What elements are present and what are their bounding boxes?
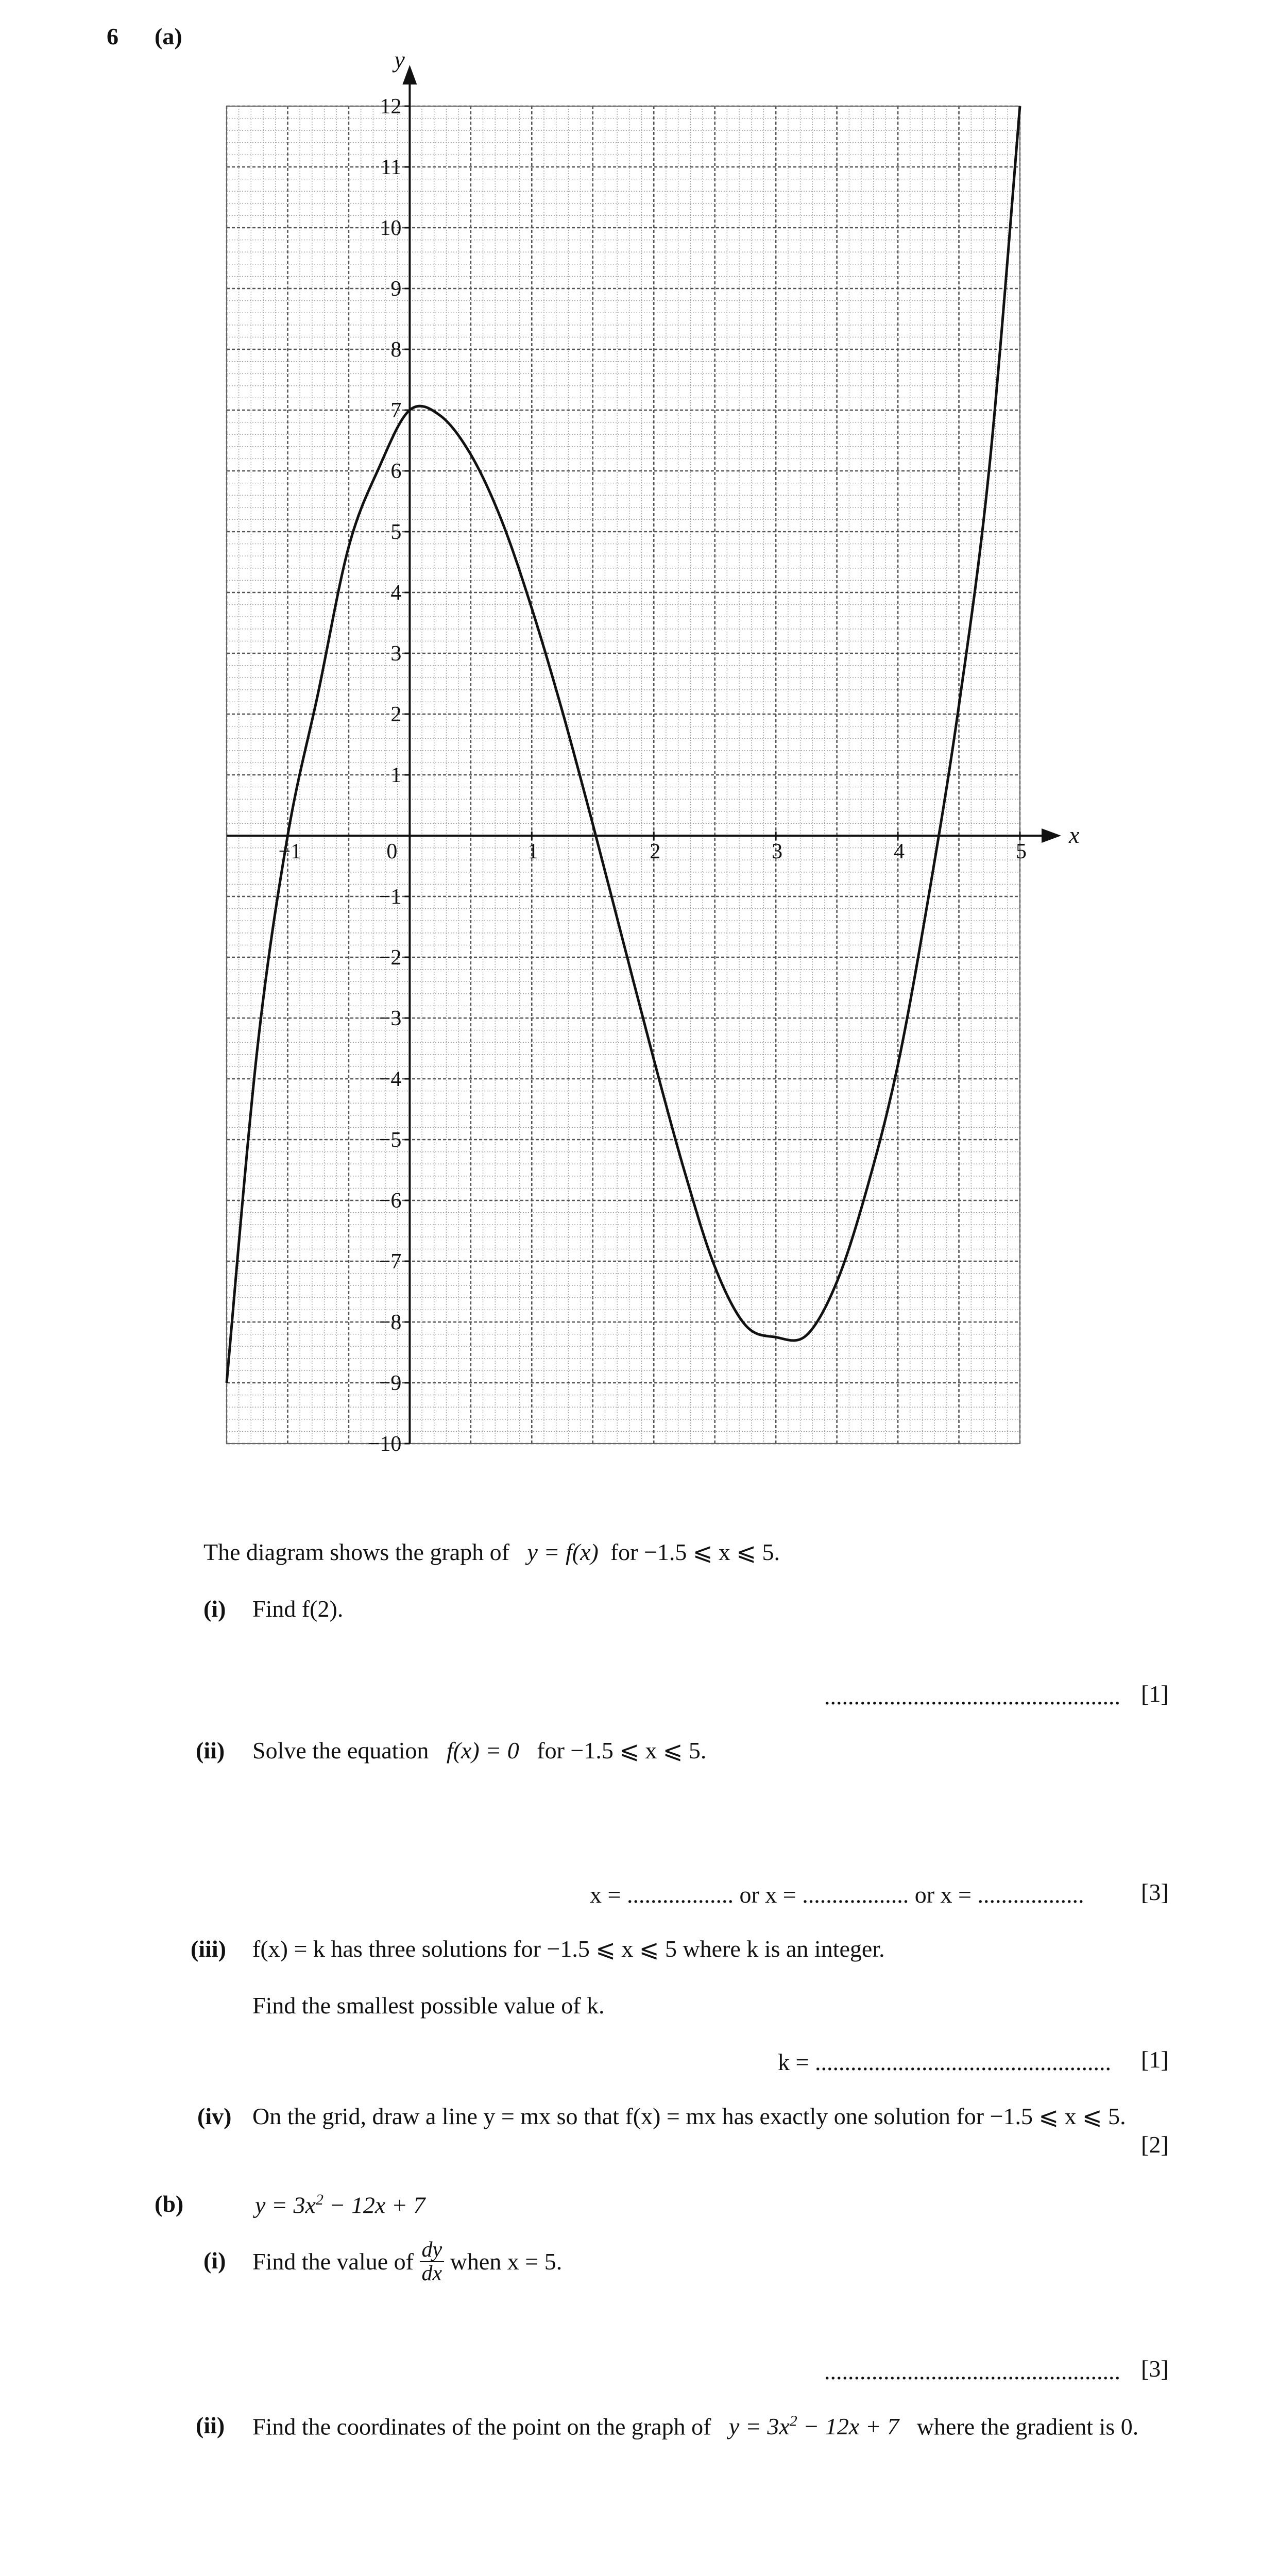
- series-line: [227, 106, 1020, 1383]
- part-b-label: (b): [155, 2191, 184, 2217]
- b-i-label: (i): [203, 2247, 226, 2274]
- y-tick-label: −4: [378, 1067, 402, 1091]
- y-tick-label: 4: [390, 581, 402, 605]
- y-tick-label: −6: [378, 1189, 402, 1213]
- a-ii-text: Solve the equation f(x) = 0 for −1.5 ⩽ x ⩽ 5.: [252, 1737, 707, 1764]
- y-tick-label: 12: [380, 95, 402, 118]
- a-iii-label: (iii): [191, 1936, 226, 1962]
- y-tick-label: −2: [378, 946, 402, 970]
- y-tick-label: 2: [390, 703, 402, 726]
- b-ii-label: (ii): [196, 2412, 225, 2438]
- part-a-label: (a): [155, 23, 182, 49]
- y-tick-label: −3: [378, 1007, 402, 1030]
- x-tick-label: 0: [386, 840, 398, 863]
- y-tick-label: 1: [390, 764, 402, 787]
- y-tick-label: −10: [367, 1432, 402, 1456]
- y-tick-label: 11: [380, 156, 402, 179]
- a-ii-label: (ii): [196, 1737, 225, 1764]
- a-iii-text2: Find the smallest possible value of k.: [252, 1992, 605, 2019]
- x-tick-label: 5: [1016, 840, 1027, 863]
- y-tick-label: 10: [380, 216, 402, 240]
- x-axis-label: x: [1069, 822, 1080, 848]
- y-tick-label: 9: [390, 277, 402, 301]
- dy-dx-fraction: $\frac{dy}{dx}$: [420, 2239, 445, 2285]
- a-iii-text: f(x) = k has three solutions for −1.5 ⩽ x ⩽ 5 where k is an integer.: [252, 1936, 885, 1962]
- a-ii-answer-line[interactable]: x = .................. or x = .................. or x = ..................: [590, 1882, 1084, 1908]
- y-tick-label: −5: [378, 1128, 402, 1152]
- y-tick-label: 8: [390, 338, 402, 362]
- x-tick-label: 1: [527, 840, 539, 863]
- a-i-label: (i): [203, 1596, 226, 1622]
- y-tick-label: 3: [390, 642, 402, 666]
- x-axis-arrow: [1042, 828, 1061, 843]
- y-axis-label: y: [394, 46, 405, 73]
- curve: [227, 106, 1020, 1383]
- y-tick-label: 6: [390, 460, 402, 483]
- y-tick-label: −1: [378, 885, 402, 909]
- y-tick-label: −8: [378, 1311, 402, 1334]
- intro-text: The diagram shows the graph of y = f(x) for −1.5 ⩽ x ⩽ 5.: [203, 1539, 780, 1565]
- a-iv-text: On the grid, draw a line y = mx so that f(x) = mx has exactly one solution for −1.5 ⩽ x ⩽ 5.: [252, 2103, 1126, 2129]
- b-equation: $y = 3x^2 - 12x + 7$: [255, 2191, 425, 2218]
- question-number: 6: [107, 23, 118, 49]
- a-i-text: Find f(2).: [252, 1596, 344, 1622]
- a-iii-answer-line[interactable]: k = ..................................................: [778, 2049, 1111, 2075]
- y-tick-label: 7: [390, 399, 402, 422]
- b-i-text: Find the value of $\frac{dy}{dx}$ when x = 5.: [252, 2238, 563, 2285]
- x-tick-label: 3: [772, 840, 783, 863]
- y-tick-label: 5: [390, 520, 402, 544]
- b-i-marks: [3]: [1141, 2355, 1169, 2382]
- y-tick-label: −7: [378, 1250, 402, 1274]
- a-iv-marks: [2]: [1141, 2131, 1169, 2158]
- b-i-answer-line[interactable]: ..................................................: [824, 2358, 1120, 2384]
- b-ii-text: Find the coordinates of the point on the graph of $y = 3x^2 - 12x + 7$ where the gradient is 0.: [252, 2413, 1139, 2440]
- a-ii-marks: [3]: [1141, 1879, 1169, 1905]
- a-iv-label: (iv): [197, 2103, 232, 2129]
- a-i-marks: [1]: [1141, 1681, 1169, 1707]
- a-iii-marks: [1]: [1141, 2046, 1169, 2073]
- a-i-answer-line[interactable]: ..................................................: [824, 1683, 1120, 1709]
- grid: [227, 106, 1020, 1444]
- x-tick-label: 4: [894, 840, 905, 863]
- function-graph[interactable]: [196, 46, 1080, 1468]
- x-tick-label: 2: [650, 840, 661, 863]
- y-tick-label: −9: [378, 1371, 402, 1395]
- x-tick-label: −1: [278, 840, 302, 863]
